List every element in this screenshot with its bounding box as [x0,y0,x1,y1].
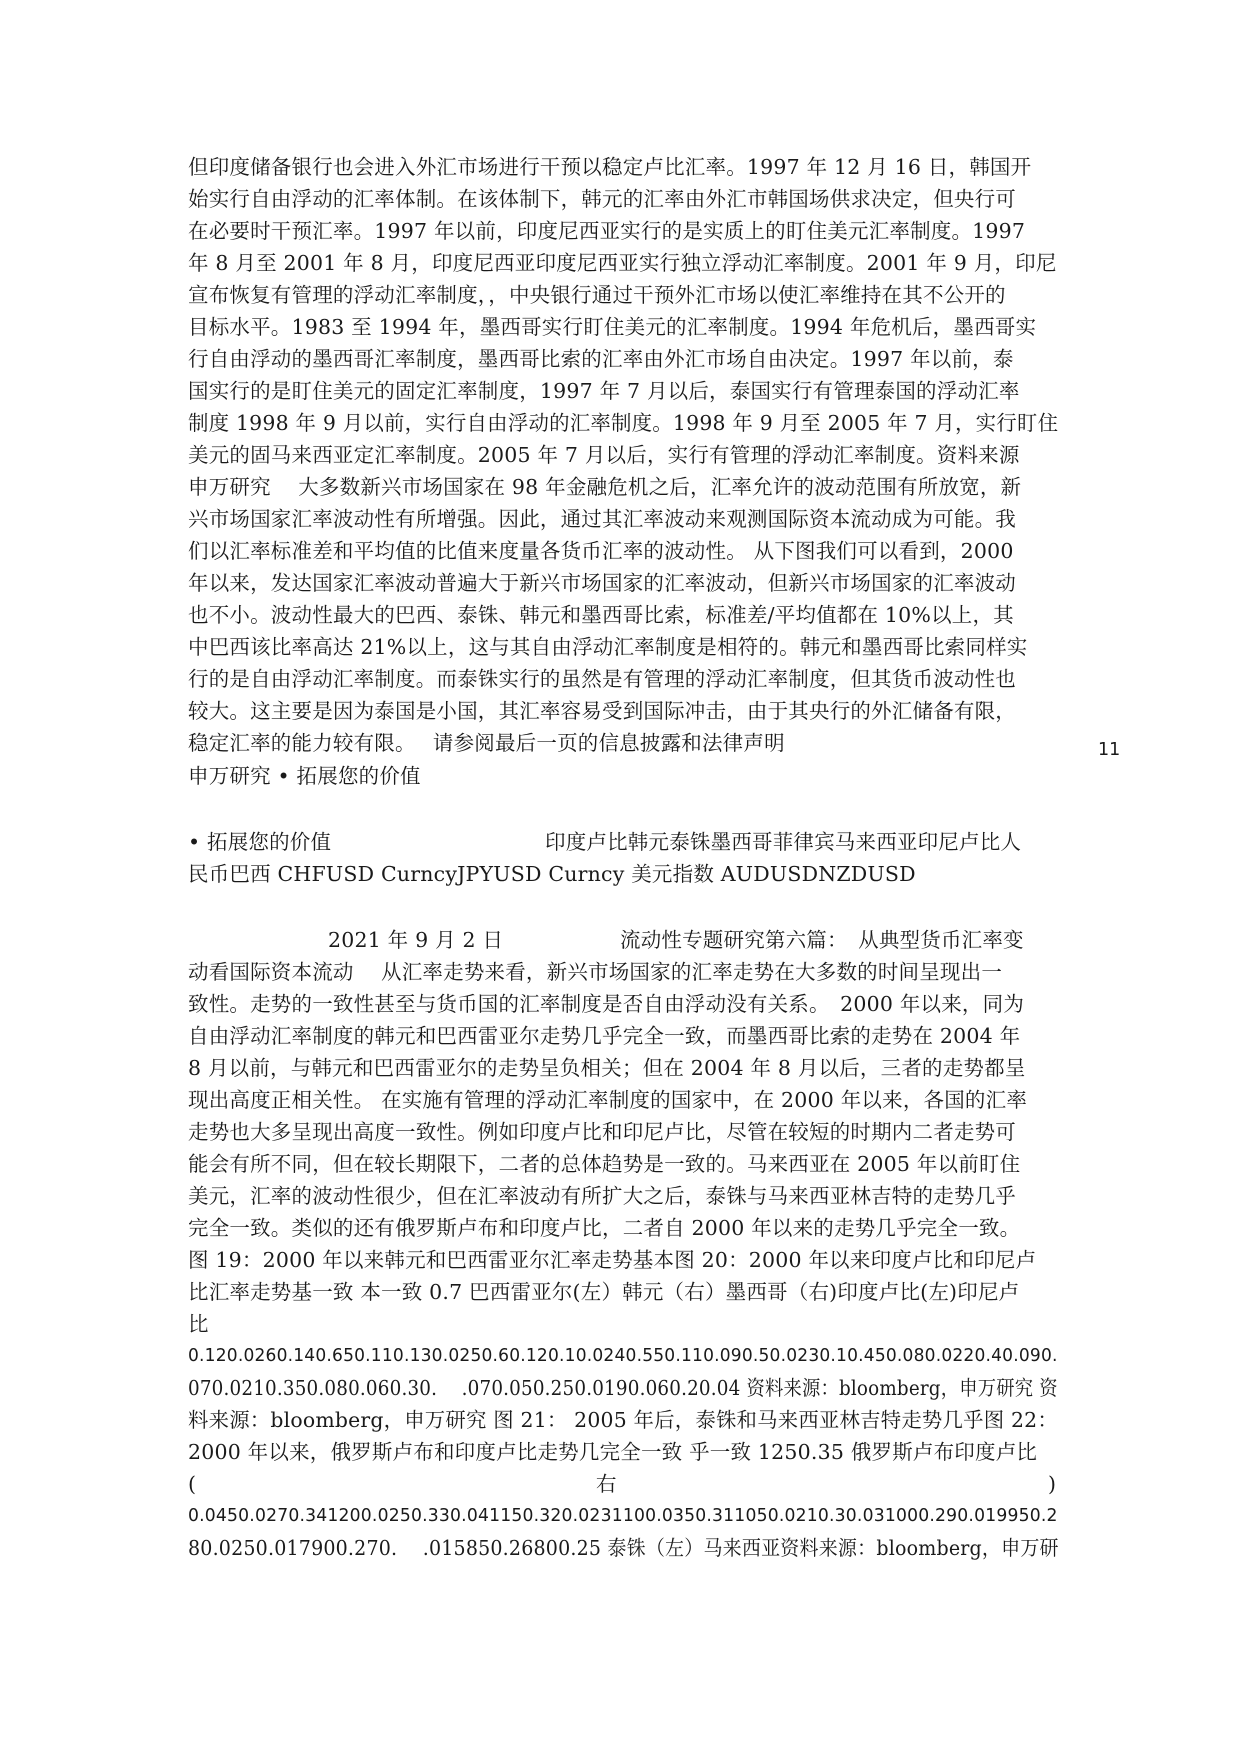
body-line: 中巴西该比率高达 21%以上，这与其自由浮动汇率制度是相符的。韩元和墨西哥比索同样实 [188,635,1028,659]
brand-footer: 申万研究 • 拓展您的价值 [188,764,421,788]
body-line: 完全一致。类似的还有俄罗斯卢布和印度卢比，二者自 2000 年以来的走势几乎完全一致。 [188,1216,1021,1240]
paren-middle: 右 [596,1472,617,1496]
body-line: 国实行的是盯住美元的固定汇率制度，1997 年 7 月以后，泰国实行有管理泰国的浮动汇率 [188,379,1020,403]
body-line: 现出高度正相关性。 在实施有管理的浮动汇率制度的国家中，在 2000 年以来，各国的汇率 [188,1088,1028,1112]
body-line: 宣布恢复有管理的浮动汇率制度，，中央银行通过干预外汇市场以使汇率维持在其不公开的 [188,283,1006,307]
body-line: 在必要时干预汇率。1997 年以前，印度尼西亚实行的是实质上的盯住美元汇率制度。1997 [188,219,1026,243]
report-date: 2021 年 9 月 2 日 [328,928,504,952]
figure-caption-line: 比汇率走势基一致 本一致 0.7 巴西雷亚尔(左）韩元（右）墨西哥（右)印度卢比(左)印尼卢 [188,1280,1020,1304]
figure-caption-line: 图 19：2000 年以来韩元和巴西雷亚尔汇率走势基本图 20：2000 年以来印度卢比和印尼卢 [188,1248,1037,1272]
body-line: 致性。走势的一致性甚至与货币国的汇率制度是否自由浮动没有关系。 2000 年以来，同为 [188,992,1025,1016]
body-line: 年以来，发达国家汇率波动普遍大于新兴市场国家的汇率波动，但新兴市场国家的汇率波动 [188,571,1016,595]
disclaimer-line: 稳定汇率的能力较有限。 请参阅最后一页的信息披露和法律声明 [188,731,785,755]
chart-values-line: 0.0450.0270.341200.0250.330.041150.320.0231100.0350.311050.0210.30.031000.290.019950.2 [188,1506,1058,1526]
paren-left: ( [188,1472,197,1496]
body-line: 动看国际资本流动 从汇率走势来看，新兴市场国家的汇率走势在大多数的时间呈现出一 [188,960,1003,984]
body-line: 也不小。波动性最大的巴西、泰铢、韩元和墨西哥比索，标准差/平均值都在 10%以上，其 [188,603,1014,627]
figure-caption-line: 比 [188,1312,209,1336]
chart-values-line: 80.0250.017900.270. .015850.26800.25 泰铢（左）马来西亚资料来源：bloomberg，申万研 [188,1536,1059,1560]
paren-right: ) [1048,1472,1057,1496]
report-header [188,924,1058,956]
source-line: 料来源：bloomberg，申万研究 图 21： 2005 年后，泰铢和马来西亚林吉特走势几乎图 22： [188,1408,1058,1432]
chart-values-line: 0.120.0260.140.650.110.130.0250.60.120.10.0240.550.110.090.50.0230.10.450.080.0220.40.090. [188,1346,1058,1366]
body-line: 美元的固马来西亚定汇率制度。2005 年 7 月以后，实行有管理的浮动汇率制度。资料来源 [188,443,1020,467]
report-title: 流动性专题研究第六篇： 从典型货币汇率变 [620,928,1024,952]
body-line: 美元，汇率的波动性很少，但在汇率波动有所扩大之后，泰铢与马来西亚林吉特的走势几乎 [188,1184,1016,1208]
header-series-names: 印度卢比韩元泰铢墨西哥菲律宾马来西亚印尼卢比人 [545,830,1022,854]
body-line: 始实行自由浮动的汇率体制。在该体制下，韩元的汇率由外汇市韩国场供求决定，但央行可 [188,187,1016,211]
body-line: 年 8 月至 2001 年 8 月，印度尼西亚印度尼西亚实行独立浮动汇率制度。2001 年 9 月，印尼 [188,251,1057,275]
body-line: 能会有所不同，但在较长期限下，二者的总体趋势是一致的。马来西亚在 2005 年以前盯住 [188,1152,1021,1176]
figure-caption-line: 2000 年以来，俄罗斯卢布和印度卢比走势几完全一致 乎一致 1250.35 俄罗斯卢布印度卢比 [188,1440,1038,1464]
body-line: 申万研究 大多数新兴市场国家在 98 年金融危机之后，汇率允许的波动范围有所放宽，新 [188,475,1022,499]
page-header [188,826,1058,858]
body-line: 行自由浮动的墨西哥汇率制度，墨西哥比索的汇率由外汇市场自由决定。1997 年以前，泰 [188,347,1014,371]
chart-values-line: 070.0210.350.080.060.30. .070.050.250.0190.060.20.04 资料来源：bloomberg，申万研究 资 [188,1376,1058,1400]
body-line: 制度 1998 年 9 月以前，实行自由浮动的汇率制度。1998 年 9 月至 2005 年 7 月，实行盯住 [188,411,1059,435]
paren-line [188,1468,1058,1500]
body-line: 目标水平。1983 至 1994 年，墨西哥实行盯住美元的汇率制度。1994 年危机后，墨西哥实 [188,315,1037,339]
body-line: 走势也大多呈现出高度一致性。例如印度卢比和印尼卢比，尽管在较短的时期内二者走势可 [188,1120,1016,1144]
body-line: 行的是自由浮动汇率制度。而泰铢实行的虽然是有管理的浮动汇率制度，但其货币波动性也 [188,667,1016,691]
body-line: 们以汇率标准差和平均值的比值来度量各货币汇率的波动性。 从下图我们可以看到，2000 [188,539,1014,563]
body-line: 较大。这主要是因为泰国是小国，其汇率容易受到国际冲击，由于其央行的外汇储备有限， [188,699,1016,723]
legend-series-line: 民币巴西 CHFUSD CurncyJPYUSD Curncy 美元指数 AUDUSDNZDUSD [188,862,916,886]
page-number: 11 [1098,740,1121,760]
header-tagline: • 拓展您的价值 [188,830,332,854]
body-line: 自由浮动汇率制度的韩元和巴西雷亚尔走势几乎完全一致，而墨西哥比索的走势在 2004 年 [188,1024,1021,1048]
body-line: 但印度储备银行也会进入外汇市场进行干预以稳定卢比汇率。1997 年 12 月 16 日，韩国开 [188,155,1032,179]
body-line: 兴市场国家汇率波动性有所增强。因此，通过其汇率波动来观测国际资本流动成为可能。我 [188,507,1016,531]
body-line: 8 月以前，与韩元和巴西雷亚尔的走势呈负相关；但在 2004 年 8 月以后，三者的走势都呈 [188,1056,1026,1080]
